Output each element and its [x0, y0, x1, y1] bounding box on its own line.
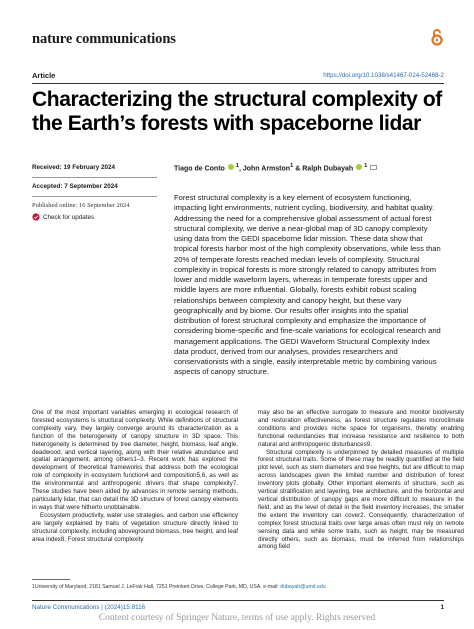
header-divider — [32, 83, 444, 84]
orcid-icon[interactable] — [356, 164, 362, 170]
body-column-right — [258, 409, 464, 551]
article-title: Characterizing the structural complexity of the Earth’s forests with spaceborne lidar — [32, 88, 442, 135]
abstract: Forest structural complexity is a key element of ecosystem functioning, impacting light environments, nutrient cycling, biodiversity, and habitat quality. Addressing the need for a comprehensive global assessment of actual forest structural complexity, we derive a near-global map of 3D canopy complexity using data from the GEDI spaceborne lidar mission. These data show that tropical forests harbor most of the high complexity observations, while less than 20% of temperate forests reached median levels of complexity. Structural complexity in tropical forests is more strongly related to canopy attributes from lower and middle waveform layers, whereas in temperate forests upper and middle layers are more influential. Globally, forests exhibit robust scaling relationships between complexity and canopy height, but these vary geographically and by biome. Our results offer insights into the spatial distribution of forest structural complexity and emphasize the importance of considering biome-specific and fine-scale variations for ecological research and management applications. The GEDI Waveform Structural Complexity Index data product, derived from our analyses, provides researchers and conservationists with a single, easily interpretable metric by combining various aspects of canopy structure. — [174, 193, 441, 377]
check-for-updates-link[interactable] — [32, 213, 157, 221]
author-separator: & — [293, 165, 303, 173]
email-link[interactable]: dubayah@umd.edu — [280, 584, 326, 590]
author-affiliation-marker: 1 — [364, 163, 368, 169]
doi-link[interactable]: https://doi.org/10.1038/s41467-024-52468-2 — [323, 72, 444, 79]
mail-icon[interactable] — [370, 165, 377, 170]
check-for-updates-icon — [32, 213, 40, 221]
author-name[interactable]: John Armston — [242, 165, 291, 173]
author-separator: , — [238, 165, 243, 173]
check-for-updates-label: Check for updates — [43, 213, 95, 221]
email-label: e-mail: — [263, 584, 279, 590]
journal-name[interactable]: nature communications — [32, 31, 176, 47]
author-name[interactable]: Ralph Dubayah — [302, 165, 354, 173]
published-date: Published online: 16 September 2024 — [32, 202, 130, 209]
footer-citation[interactable]: Nature Communications | (2024)15:8116 — [32, 604, 146, 611]
affiliation-text: 1University of Maryland, 2181 Samuel J. LeFrak Hall, 7251 Preinkert Drive, College Park, MD, USA. — [32, 584, 262, 590]
article-type: Article — [32, 71, 56, 80]
author-name[interactable]: Tiago de Conto — [174, 165, 225, 173]
orcid-icon[interactable] — [228, 164, 234, 170]
meta-divider — [32, 177, 157, 178]
footer-divider — [32, 600, 444, 601]
open-access-lock-icon — [430, 28, 444, 46]
received-date: Received: 19 February 2024 — [32, 164, 115, 171]
page-number: 1 — [440, 604, 444, 611]
meta-divider — [32, 196, 157, 197]
affiliation-footnote — [32, 584, 447, 590]
accepted-date: Accepted: 7 September 2024 — [32, 183, 118, 190]
footnote-divider — [32, 579, 70, 580]
body-paragraph: One of the most important variables emerging in ecological research of forested ecosystems is structural complexity. While definitions of structural complexity vary, they largely converge around its characterization as a function of the heterogeneity of canopy structure in 3D space. This heterogeneity is determined by tree diameter, height, biomass, leaf angle, deadwood, and vertical layering, along with their relative abundance and spatial arrangement, among others1–3. Recent work has explored the development of theoretical frameworks that address both the ecological role of complexity in ecosystem function4 and composition5,6, as well as the environmental and anthropogenic drivers that shape complexity7. These studies have been aided by advances in remote sensing methods, particularly lidar, that can detail the 3D structure of forest canopy elements in ways that were hitherto unobtainable. — [32, 409, 238, 511]
copyright-watermark: Content courtesy of Springer Nature, terms of use apply. Rights reserved — [98, 613, 376, 623]
body-paragraph: Ecosystem productivity, water use strategies, and carbon use efficiency are largely explained by traits of vegetation structure directly linked to structural complexity, including aboveground biomass, tree height, and leaf area index8. Forest structural complexity — [32, 511, 238, 543]
author-affiliation-marker: 1 — [290, 163, 294, 169]
body-paragraph: may also be an effective surrogate to measure and monitor biodiversity and restoration effectiveness, as forest structure regulates microclimate conditions and provides niche space for organisms, thereby enabling functional redundancies that increase resistance and resilience to both natural and anthropogenic disturbances9. — [258, 409, 464, 448]
author-list — [174, 163, 377, 172]
author-affiliation-marker: 1 — [235, 163, 239, 169]
body-paragraph: Structural complexity is underpinned by detailed measures of multiple forest structural traits. Some of these may be readily quantified at the field plot level, such as stem diameters and tree heights, but are difficult to map across landscapes given the limited number and distribution of forest inventory plots globally. Other important elements of structure, such as vertical stratification and layering, tree architecture, and the horizontal and vertical distribution of canopy gaps are more difficult to measure in the field, and as the level of detail in the field inventory increases, the smaller the extent the inventory can cover2. Consequently, characterization of complex forest structural traits over large areas often must rely on remote sensing data and while some traits, such as height, may be measured directly others, such as biomass, must be inferred from relationships among field — [258, 448, 464, 551]
body-column-left — [32, 409, 238, 543]
